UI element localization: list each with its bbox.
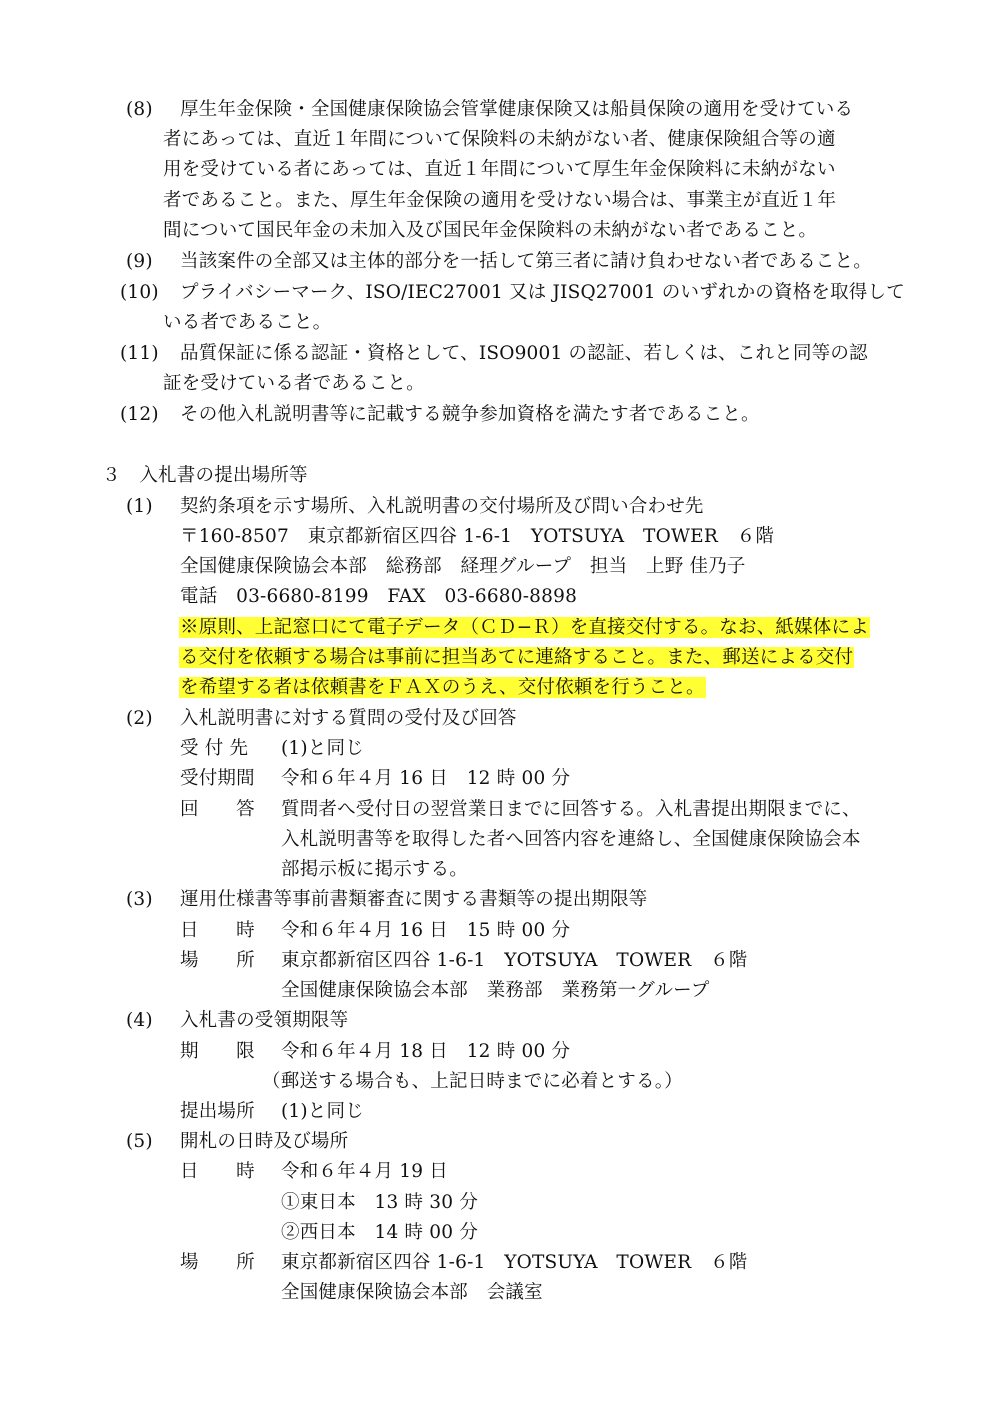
field-note: （郵送する場合も、上記日時までに必着とする。） [262,1071,683,1092]
field-label: 受 付 先 [180,738,249,759]
field-label: 日 時 [180,920,255,941]
item-title: 入札説明書に対する質問の受付及び回答 [180,708,517,729]
field-value: 令和６年４月 16 日 12 時 00 分 [281,768,571,789]
item-text-line: 者であること。また、厚生年金保険の適用を受けない場合は、事業主が直近１年 [163,190,837,211]
field-value: 質問者へ受付日の翌営業日までに回答する。入札書提出期限までに、 [281,799,861,820]
field-label: 場 所 [180,1252,255,1273]
item-title: 契約条項を示す場所、入札説明書の交付場所及び問い合わせ先 [180,496,704,517]
item-number: (9) [126,251,153,272]
item-text-line: 厚生年金保険・全国健康保険協会管掌健康保険又は船員保険の適用を受けている [180,99,854,120]
item-number: (1) [126,496,153,517]
item-title: 開札の日時及び場所 [180,1131,349,1152]
field-label: 回 答 [180,799,255,820]
item-text-line: 品質保証に係る認証・資格として、ISO9001 の認証、若しくは、これと同等の認 [180,343,868,364]
field-value: 入札説明書等を取得した者へ回答内容を連絡し、全国健康保険協会本 [281,829,861,850]
item-title: 入札書の受領期限等 [180,1010,349,1031]
field-value: 全国健康保険協会本部 会議室 [281,1282,543,1303]
schedule-east: ①東日本 13 時 30 分 [281,1192,479,1213]
section-heading: ３ 入札書の提出場所等 [102,465,308,486]
contact-address: 〒160-8507 東京都新宿区四谷 1-6-1 YOTSUYA TOWER ６階 [180,526,775,547]
field-label: 期 限 [180,1041,255,1062]
item-text-line: 用を受けている者にあっては、直近１年間について厚生年金保険料に未納がない [163,159,836,180]
field-label: 提出場所 [180,1101,255,1122]
field-label: 受付期間 [180,768,255,789]
field-value: 東京都新宿区四谷 1-6-1 YOTSUYA TOWER ６階 [281,1252,748,1273]
field-value: 令和６年４月 19 日 [281,1161,449,1182]
highlighted-note-line [179,613,870,643]
highlight-text: ※原則、上記窓口にて電子データ（ＣＤ−Ｒ）を直接交付する。なお、紙媒体によ [180,617,869,638]
item-number: (2) [126,708,153,729]
item-text-line: 間について国民年金の未加入及び国民年金保険料の未納がない者であること。 [163,220,818,241]
highlighted-note-line [179,673,706,703]
field-value: 部掲示板に掲示する。 [281,859,469,880]
item-text-line: 証を受けている者であること。 [163,373,425,394]
item-number: (11) [120,343,159,364]
item-number: (12) [120,404,159,425]
schedule-west: ②西日本 14 時 00 分 [281,1222,479,1243]
item-number: (3) [126,889,153,910]
field-value: (1)と同じ [281,738,364,759]
field-label: 場 所 [180,950,255,971]
contact-department: 全国健康保険協会本部 総務部 経理グループ 担当 上野 佳乃子 [180,556,746,577]
highlighted-note-line [179,643,854,673]
item-text-line: 者にあっては、直近１年間について保険料の未納がない者、健康保険組合等の適 [163,129,836,150]
item-text-line: いる者であること。 [163,312,332,333]
highlight-text: る交付を依頼する場合は事前に担当あてに連絡すること。また、郵送による交付 [180,647,854,668]
item-title: 運用仕様書等事前書類審査に関する書類等の提出期限等 [180,889,648,910]
field-value: 東京都新宿区四谷 1-6-1 YOTSUYA TOWER ６階 [281,950,748,971]
field-label: 日 時 [180,1161,255,1182]
item-text-line: 当該案件の全部又は主体的部分を一括して第三者に請け負わせない者であること。 [180,251,872,272]
highlight-text: を希望する者は依頼書をＦＡＸのうえ、交付依頼を行うこと。 [180,677,705,698]
item-number: (10) [120,282,159,303]
item-text-line: その他入札説明書等に記載する競争参加資格を満たす者であること。 [180,404,760,425]
field-value: 令和６年４月 18 日 12 時 00 分 [281,1041,571,1062]
item-text-line: プライバシーマーク、ISO/IEC27001 又は JISQ27001 のいずれかの資格を取得して [180,282,905,303]
field-value: 全国健康保険協会本部 業務部 業務第一グループ [281,980,710,1001]
field-value: (1)と同じ [281,1101,364,1122]
item-number: (5) [126,1131,153,1152]
item-number: (4) [126,1010,153,1031]
contact-phone: 電話 03-6680-8199 FAX 03-6680-8898 [180,586,578,607]
item-number: (8) [126,99,153,120]
field-value: 令和６年４月 16 日 15 時 00 分 [281,920,571,941]
